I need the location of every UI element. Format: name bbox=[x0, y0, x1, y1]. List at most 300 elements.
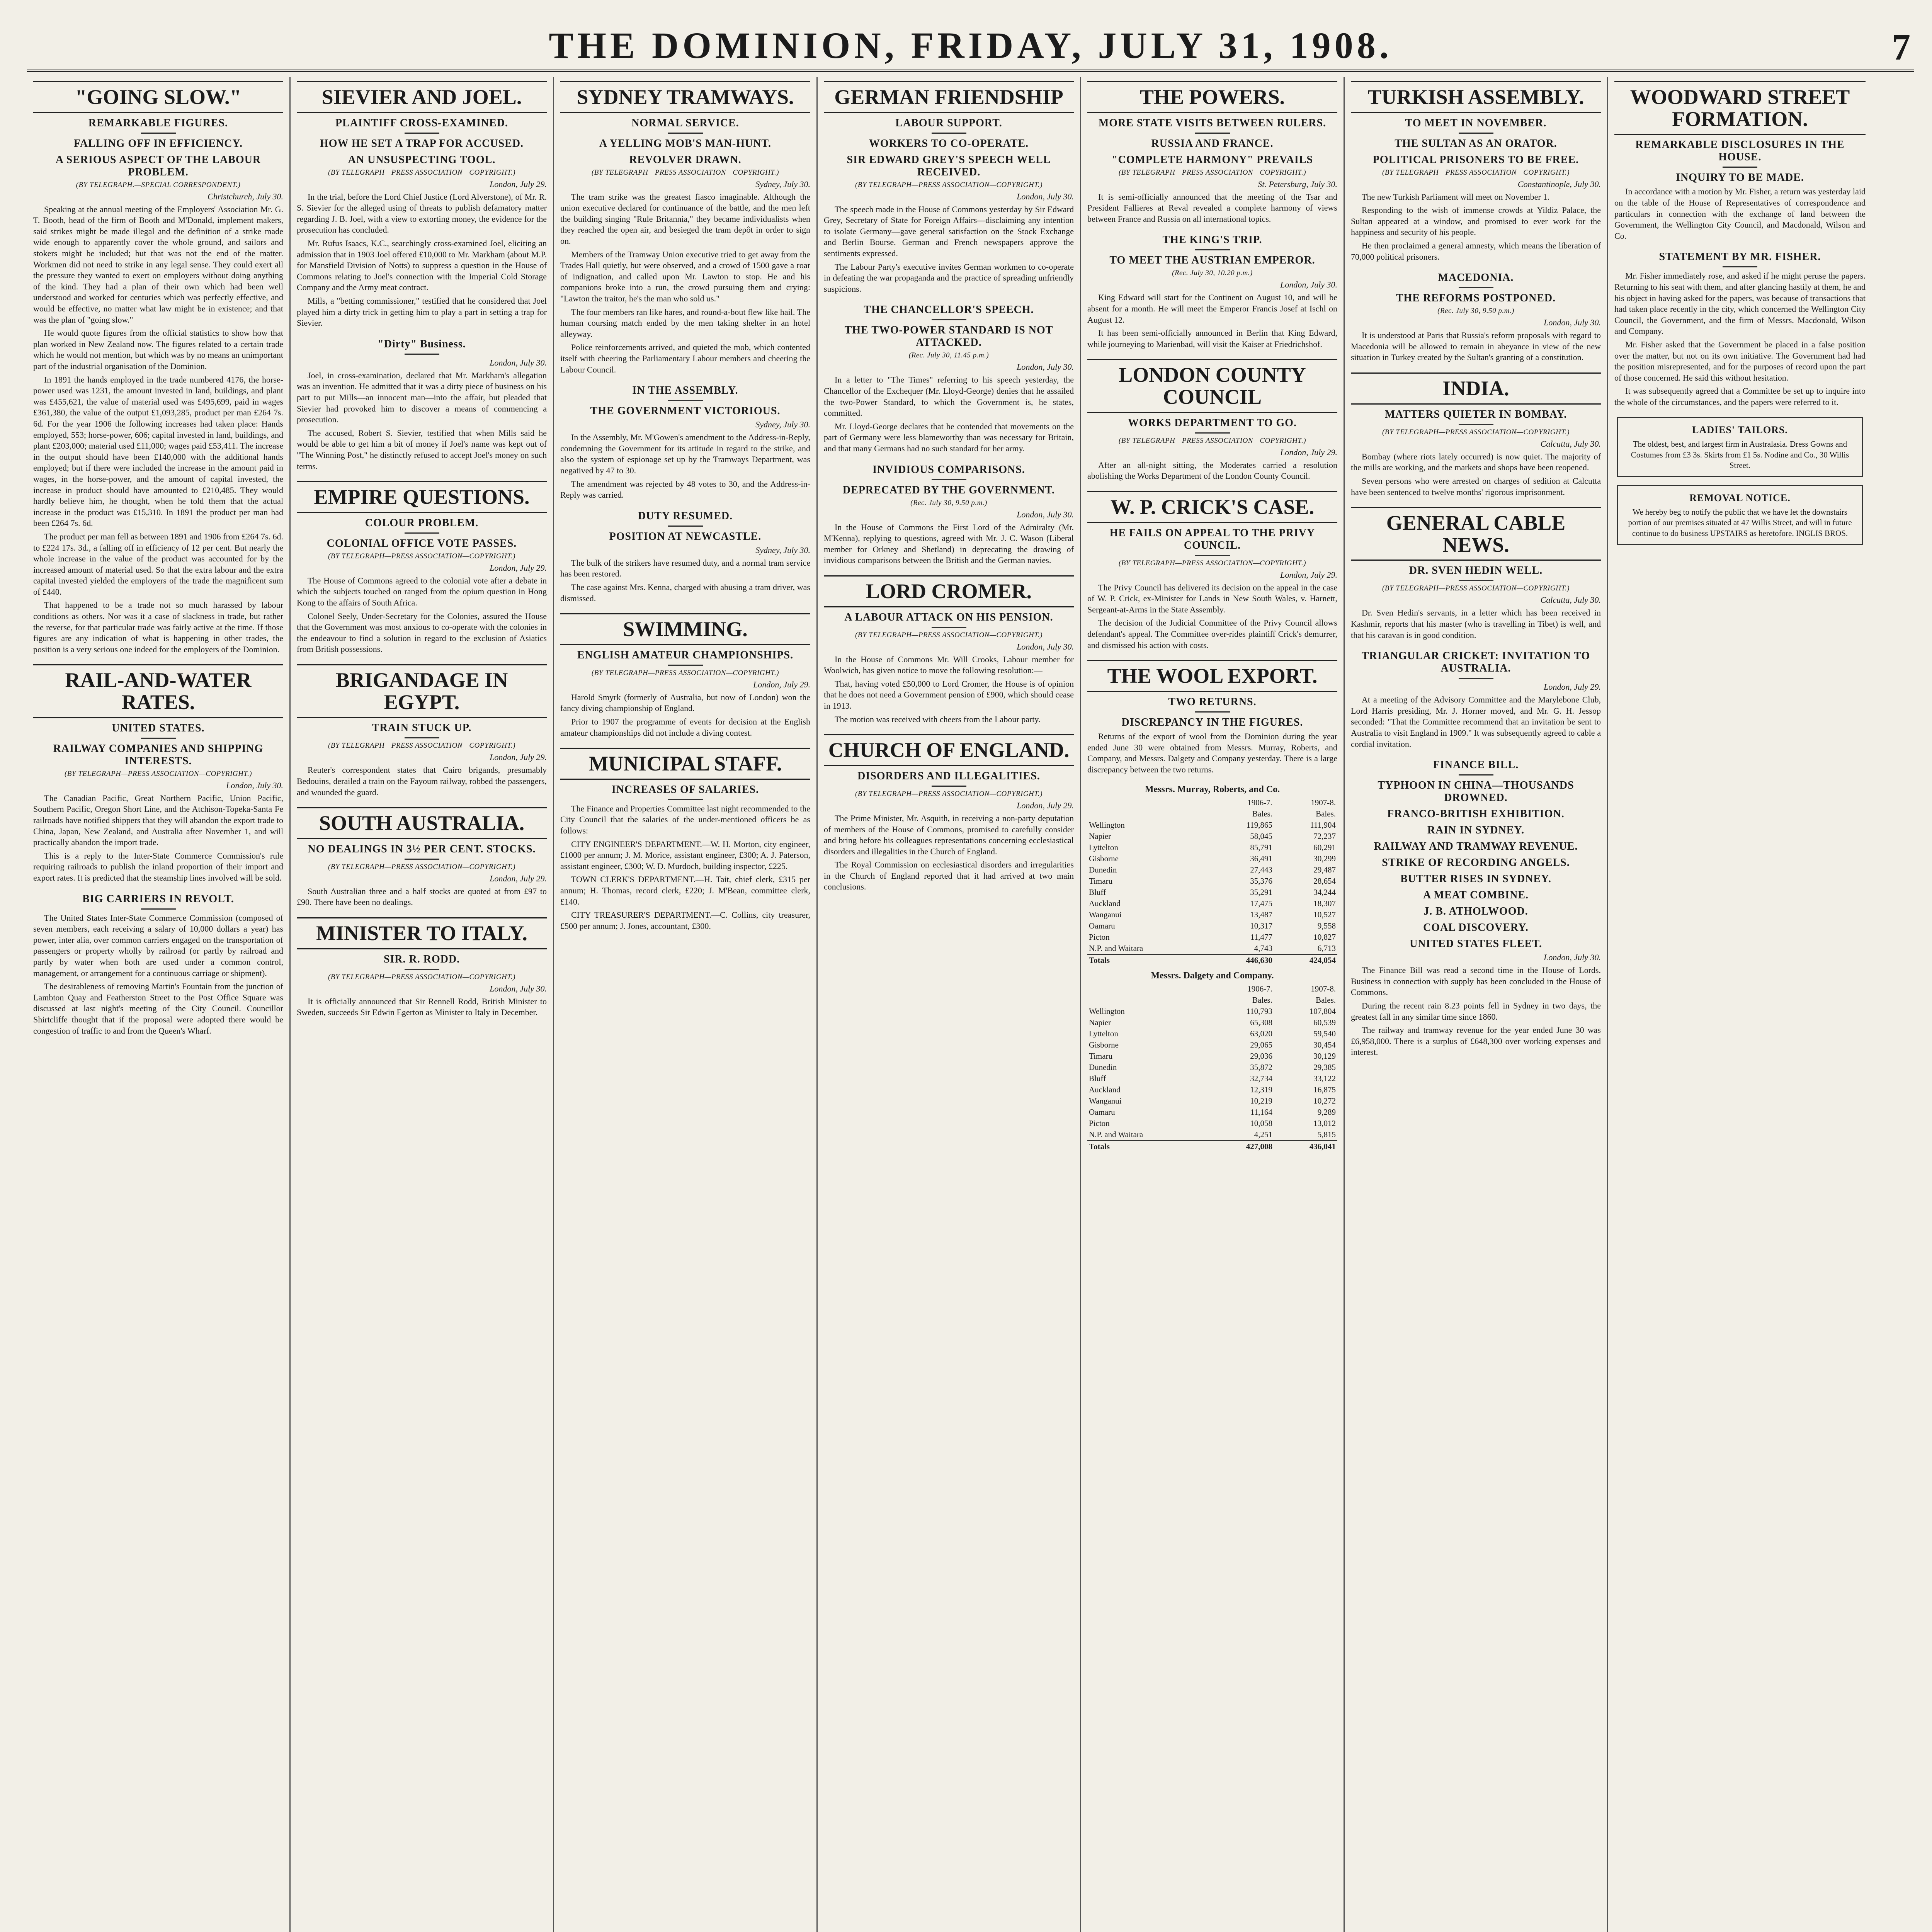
article bbox=[1351, 759, 1601, 1058]
article bbox=[560, 510, 810, 604]
article bbox=[824, 464, 1074, 566]
column-1 bbox=[27, 77, 291, 1932]
table-row bbox=[1087, 1028, 1337, 1039]
columns bbox=[27, 77, 1914, 1932]
article bbox=[560, 613, 810, 738]
table-cell: Bales. bbox=[1316, 809, 1336, 819]
subheadline: A SERIOUS ASPECT OF THE LABOUR PROBLEM. bbox=[55, 153, 261, 178]
table-cell: Lyttelton bbox=[1089, 1029, 1118, 1039]
subheadline: FRANCO-BRITISH EXHIBITION. bbox=[1387, 808, 1565, 820]
advertisement-body: The oldest, best, and largest firm in Australasia. Dress Gowns and Costumes from £3 3s. Skirts from £1 5s. Nodine and Co., 30 Willis Street. bbox=[1631, 439, 1849, 470]
byline: (BY TELEGRAPH—PRESS ASSOCIATION—COPYRIGHT.) bbox=[328, 552, 516, 560]
paragraph: The Privy Council has delivered its decision on the appeal in the case of W. P. Crick, ex-Minister for Lands in New South Wales, v. Harnett, Sergeant-at-Arms in the State Assembly. bbox=[1087, 582, 1337, 614]
subheadline: TO MEET IN NOVEMBER. bbox=[1405, 117, 1547, 129]
subheadline: THE KING'S TRIP. bbox=[1162, 234, 1262, 246]
divider-rule bbox=[1195, 133, 1230, 134]
paragraph: CITY ENGINEER'S DEPARTMENT.—W. H. Morton, city engineer, £1000 per annum; J. M. Morice, assistant engineer, £300; A. J. Paterson, assistant engineer, £300; W. D. Murdoch, building inspector, £225. bbox=[560, 839, 810, 871]
dateline: London, July 30. bbox=[1280, 280, 1337, 290]
divider-rule bbox=[932, 133, 966, 134]
paragraph: In the House of Commons Mr. Will Crooks, Labour member for Woolwich, has given notice to move the following resolution:— bbox=[824, 654, 1074, 675]
table-cell: 5,815 bbox=[1317, 1130, 1336, 1139]
subheadline: NO DEALINGS IN 3½ PER CENT. STOCKS. bbox=[308, 843, 536, 855]
paragraph: At a meeting of the Advisory Committee and the Marylebone Club, Lord Harris presiding, Mr. J. Horner moved, and Mr. G. H. Jessop seconded: "That the Committee recommend that an invitation be sent to Australia to visit England in 1909." It was subsequently agreed to cable a cordial invitation. bbox=[1351, 695, 1601, 749]
article bbox=[1351, 650, 1601, 750]
table-cell: 65,308 bbox=[1250, 1018, 1272, 1027]
table-cell: 72,237 bbox=[1313, 832, 1336, 841]
table-cell: Wellington bbox=[1089, 820, 1125, 830]
headline: LORD CROMER. bbox=[824, 575, 1074, 607]
table-row bbox=[1087, 842, 1337, 853]
article bbox=[33, 893, 283, 1037]
subheadline: RUSSIA AND FRANCE. bbox=[1151, 137, 1274, 150]
paragraph: The speech made in the House of Commons yesterday by Sir Edward Grey, Secretary of State for Foreign Affairs—disclaiming any intention to isolate Germany—gave general satisfaction on the Stock Exchange and Berlin Bourse. German and French newspapers approve the sentiments expressed. bbox=[824, 204, 1074, 259]
subheadline: HE FAILS ON APPEAL TO THE PRIVY COUNCIL. bbox=[1109, 527, 1315, 551]
subheadline: TYPHOON IN CHINA—THOUSANDS DROWNED. bbox=[1378, 779, 1574, 804]
paragraph: The Finance Bill was read a second time in the House of Lords. Business in connection with supply has been concluded in the House of Commons. bbox=[1351, 965, 1601, 997]
divider-rule bbox=[405, 969, 439, 970]
divider-rule bbox=[405, 532, 439, 534]
article bbox=[824, 575, 1074, 725]
paragraph: During the recent rain 8.23 points fell in Sydney in two days, the greatest fall in any similar time since 1860. bbox=[1351, 1001, 1601, 1022]
article bbox=[1087, 359, 1337, 482]
divider-rule bbox=[405, 859, 439, 860]
table-cell: Wellington bbox=[1089, 1007, 1125, 1016]
paragraph: Speaking at the annual meeting of the Employers' Association Mr. G. T. Booth, head of the firm of Booth and M'Donald, implement makers, said strikes might be made illegal and the definition of a strike made wide enough to apparently cover the whole ground, and sailors and stokers might be included; but that was not the end of the matter. Workmen did not need to strike in any legal sense. They could exert all the pressure they wanted to exert on employers without doing anything of the kind. They had a plan of their own which had been well understood and worked for centuries which was perfectly effective, and would be effective, no matter what law might be in existence; and that was the plan of "going slow." bbox=[33, 204, 283, 325]
table-cell: 9,558 bbox=[1317, 921, 1336, 931]
table-cell: 35,872 bbox=[1250, 1063, 1272, 1072]
article bbox=[297, 807, 547, 908]
table-cell: Bales. bbox=[1316, 995, 1336, 1005]
article bbox=[1087, 81, 1337, 224]
paragraph: This is a reply to the Inter-State Commerce Commission's rule requiring railroads to publish the inland proportion of their import and export rates. It is predicted that the steamship lines involved will be sold. bbox=[33, 850, 283, 883]
article bbox=[824, 81, 1074, 294]
paragraph: Bombay (where riots lately occurred) is now quiet. The majority of the mills are working, and the markets and shops have been reopened. bbox=[1351, 451, 1601, 473]
table-row bbox=[1087, 943, 1337, 954]
byline: (BY TELEGRAPH—PRESS ASSOCIATION—COPYRIGHT.) bbox=[1382, 428, 1570, 436]
byline: (Rec. July 30, 10.20 p.m.) bbox=[1172, 269, 1253, 277]
table-cell: Bales. bbox=[1252, 809, 1272, 819]
divider-rule bbox=[141, 738, 176, 739]
table-cell: 10,527 bbox=[1313, 910, 1336, 920]
table-cell: 29,065 bbox=[1250, 1040, 1272, 1050]
divider-rule bbox=[668, 133, 703, 134]
divider-rule bbox=[405, 737, 439, 738]
table-cell: 6,713 bbox=[1317, 944, 1336, 953]
table-cell: Picton bbox=[1089, 932, 1110, 942]
divider-rule bbox=[932, 627, 966, 628]
subheadline: INQUIRY TO BE MADE. bbox=[1676, 172, 1804, 184]
dateline: London, July 29. bbox=[1280, 570, 1337, 580]
byline: (BY TELEGRAPH—PRESS ASSOCIATION—COPYRIGHT.) bbox=[1382, 584, 1570, 593]
paragraph: Dr. Sven Hedin's servants, in a letter which has been received in Kashmir, reports that his master (who is travelling in Tibet) is well, and that his caravan is in good condition. bbox=[1351, 608, 1601, 640]
table-header-cell: 1906-7. bbox=[1247, 798, 1272, 808]
table-header-cell bbox=[1087, 983, 1211, 995]
subheadline: COLONIAL OFFICE VOTE PASSES. bbox=[327, 537, 517, 549]
paragraph: King Edward will start for the Continent on August 10, and will be absent for a month. He will meet the Emperor Francis Josef at Ischl on August 12. bbox=[1087, 293, 1337, 325]
headline: WOODWARD STREET FORMATION. bbox=[1614, 81, 1866, 135]
table-total-row bbox=[1087, 1141, 1337, 1152]
article bbox=[560, 384, 810, 501]
divider-rule bbox=[1195, 249, 1230, 250]
advertisement bbox=[1617, 485, 1863, 545]
paragraph: The Finance and Properties Committee last night recommended to the City Council that the salaries of the under-mentioned officers be as follows: bbox=[560, 803, 810, 836]
table-cell bbox=[1087, 995, 1211, 1006]
dateline: London, July 30. bbox=[490, 983, 547, 993]
advertisement-body: We hereby beg to notify the public that we have let the downstairs portion of our premises situated at 47 Willis Street, and will in future continue to do business UPSTAIRS as heretofore. INGLIS BROS. bbox=[1628, 507, 1852, 538]
dateline: London, July 29. bbox=[490, 563, 547, 573]
paragraph: Colonel Seely, Under-Secretary for the Colonies, assured the House that the Government was most anxious to co-operate with the colonies in the endeavour to find a solution in regard to the exclusion of Asiatics from British possessions. bbox=[297, 611, 547, 654]
subheadline: DISCREPANCY IN THE FIGURES. bbox=[1121, 716, 1303, 728]
wool-table bbox=[1087, 983, 1337, 1152]
subheadline: A YELLING MOB'S MAN-HUNT. bbox=[599, 137, 772, 150]
headline: THE WOOL EXPORT. bbox=[1087, 660, 1337, 692]
column-2 bbox=[291, 77, 554, 1932]
table-cell: Timaru bbox=[1089, 1051, 1113, 1061]
divider-rule bbox=[668, 526, 703, 527]
subheadline: BIG CARRIERS IN REVOLT. bbox=[82, 893, 234, 905]
paragraph: It is officially announced that Sir Rennell Rodd, British Minister to Sweden, succeeds Sir Edwin Egerton as Minister to Italy in December. bbox=[297, 996, 547, 1017]
dateline: London, July 29. bbox=[1017, 800, 1074, 810]
subheadline: "COMPLETE HARMONY" PREVAILS bbox=[1111, 153, 1313, 166]
subheadline: TRAIN STUCK UP. bbox=[372, 722, 472, 734]
dateline: London, July 30. bbox=[1017, 362, 1074, 372]
subheadline: A MEAT COMBINE. bbox=[1423, 889, 1529, 901]
headline: EMPIRE QUESTIONS. bbox=[297, 481, 547, 513]
article bbox=[1351, 81, 1601, 262]
article bbox=[297, 664, 547, 798]
paragraph: The Royal Commission on ecclesiastical disorders and irregularities in the Church of England reported that it had arrived at two main conclusions. bbox=[824, 860, 1074, 892]
dateline: London, July 30. bbox=[1017, 191, 1074, 201]
byline: (BY TELEGRAPH—PRESS ASSOCIATION—COPYRIGHT.) bbox=[855, 180, 1043, 189]
dateline: Calcutta, July 30. bbox=[1540, 595, 1601, 605]
table-cell: 13,012 bbox=[1313, 1119, 1336, 1128]
table-cell: 29,487 bbox=[1313, 865, 1336, 875]
byline: (BY TELEGRAPH—PRESS ASSOCIATION—COPYRIGHT.) bbox=[328, 742, 516, 750]
divider-rule bbox=[1723, 167, 1757, 168]
byline: (BY TELEGRAPH—PRESS ASSOCIATION—COPYRIGHT.) bbox=[328, 168, 516, 177]
subheadline: "Dirty" Business. bbox=[378, 338, 466, 350]
table-cell: Totals bbox=[1087, 1141, 1211, 1152]
article bbox=[1087, 234, 1337, 350]
table-row bbox=[1087, 1062, 1337, 1073]
paragraph: The House of Commons agreed to the colonial vote after a debate in which the subjects touched on ranged from the opium question in Hong Kong to the affairs of South Africa. bbox=[297, 575, 547, 608]
divider-rule bbox=[1459, 287, 1493, 288]
subheadline: THE GOVERNMENT VICTORIOUS. bbox=[590, 405, 781, 417]
table-cell: 16,875 bbox=[1313, 1085, 1336, 1095]
divider-rule bbox=[1459, 133, 1493, 134]
paragraph: The accused, Robert S. Sievier, testified that when Mills said he would be able to get him a bit of money if Joel's name was kept out of "The Winning Post," he distinctly refused to accept Joel's money on such terms. bbox=[297, 428, 547, 471]
table-cell: 27,443 bbox=[1250, 865, 1272, 875]
table-cell: 33,122 bbox=[1313, 1074, 1336, 1083]
table-unit-row bbox=[1087, 995, 1337, 1006]
divider-rule bbox=[405, 354, 439, 355]
subheadline: NORMAL SERVICE. bbox=[631, 117, 739, 129]
table-row bbox=[1087, 898, 1337, 909]
article bbox=[560, 748, 810, 932]
table-cell: N.P. and Waitara bbox=[1089, 944, 1143, 953]
wool-table-title: Messrs. Dalgety and Company. bbox=[1151, 971, 1274, 981]
table-cell: Dunedin bbox=[1089, 865, 1117, 875]
paragraph: Mr. Lloyd-George declares that he contended that movements on the part of Germany were less blameworthy than was necessary for Britain, and that many Germans had no such standard for her army. bbox=[824, 421, 1074, 453]
table-row bbox=[1087, 1095, 1337, 1107]
subheadline: WORKERS TO CO-OPERATE. bbox=[869, 137, 1029, 150]
subheadline: DEPRECATED BY THE GOVERNMENT. bbox=[842, 484, 1055, 496]
paragraph: CITY TREASURER'S DEPARTMENT.—C. Collins, city treasurer, £500 per annum; J. Jones, accountant, £300. bbox=[560, 910, 810, 931]
dateline: Calcutta, July 30. bbox=[1540, 439, 1601, 449]
headline: BRIGANDAGE IN EGYPT. bbox=[297, 664, 547, 718]
headline: CHURCH OF ENGLAND. bbox=[824, 734, 1074, 766]
byline: (BY TELEGRAPH—PRESS ASSOCIATION—COPYRIGHT.) bbox=[328, 973, 516, 981]
headline: "GOING SLOW." bbox=[33, 81, 283, 113]
dateline: London, July 29. bbox=[490, 873, 547, 883]
table-cell: 446,630 bbox=[1211, 954, 1274, 966]
table-cell: 18,307 bbox=[1313, 899, 1336, 908]
table-header-cell bbox=[1087, 797, 1211, 808]
table-cell: 107,804 bbox=[1309, 1007, 1336, 1016]
article bbox=[297, 481, 547, 655]
paragraph: The motion was received with cheers from the Labour party. bbox=[835, 714, 1041, 724]
paragraph: That, having voted £50,000 to Lord Cromer, the House is of opinion that he does not need a Government pension of £900, which should cease in 1913. bbox=[824, 679, 1074, 711]
subheadline: RAIN IN SYDNEY. bbox=[1427, 824, 1525, 837]
paragraph: Responding to the wish of immense crowds at Yildiz Palace, the Sultan appeared at a window, and promised to ever work for the happiness and security of his people. bbox=[1351, 205, 1601, 237]
subheadline: MACEDONIA. bbox=[1438, 272, 1514, 284]
table-row bbox=[1087, 853, 1337, 864]
table-cell: 10,219 bbox=[1250, 1096, 1272, 1106]
paragraph: The Canadian Pacific, Great Northern Pacific, Union Pacific, Southern Pacific, Oregon Short Line, and the Atchison-Topeka-Santa Fe railroads have notified shippers that they will abandon the export trade to China, Japan, New Zealand, and Australia after November 1, and will practically abandon the import trade. bbox=[33, 793, 283, 847]
table-cell: 13,487 bbox=[1250, 910, 1272, 920]
headline: SOUTH AUSTRALIA. bbox=[297, 807, 547, 839]
paragraph: It is understood at Paris that Russia's reform proposals with regard to Macedonia will be allowed to remain in abeyance in view of the new situation in Turkey created by the Sultan's granting of a constitution. bbox=[1351, 330, 1601, 362]
table-cell: 35,291 bbox=[1250, 888, 1272, 897]
subheadline: THE SULTAN AS AN ORATOR. bbox=[1395, 137, 1557, 150]
subheadline: COAL DISCOVERY. bbox=[1423, 922, 1529, 934]
dateline: Sydney, July 30. bbox=[755, 179, 810, 189]
paragraph: Joel, in cross-examination, declared that Mr. Markham's allegation was an invention. He admitted that it was a dirty piece of business on his part to put Mills—an innocent man—into the affair, but pleaded that Sievier had provoked him to discover a means of commencing a prosecution. bbox=[297, 370, 547, 425]
headline: LONDON COUNTY COUNCIL bbox=[1087, 359, 1337, 413]
divider-rule bbox=[141, 908, 176, 910]
subheadline: SIR EDWARD GREY'S SPEECH WELL RECEIVED. bbox=[847, 153, 1051, 178]
paragraph: In a letter to "The Times" referring to his speech yesterday, the Chancellor of the Exchequer (Mr. Lloyd-George) denies that he assailed the two-Power Standard, to which the Government is, he states, committed. bbox=[824, 375, 1074, 418]
table-cell: Napier bbox=[1089, 832, 1111, 841]
paragraph: After an all-night sitting, the Moderates carried a resolution abolishing the Works Department of the London County Council. bbox=[1087, 460, 1337, 481]
paragraph: Police reinforcements arrived, and quieted the mob, which contented itself with cheering the Parliamentary Labour members and cheering the Labour Council. bbox=[560, 342, 810, 374]
divider-rule bbox=[141, 133, 176, 134]
table-row bbox=[1087, 1073, 1337, 1084]
table-cell: 11,477 bbox=[1250, 932, 1272, 942]
paragraph: It is semi-officially announced that the meeting of the Tsar and President Fallieres at Reval revealed a complete harmony of views between France and Russia on all international topics. bbox=[1087, 192, 1337, 224]
byline: (BY TELEGRAPH.—SPECIAL CORRESPONDENT.) bbox=[76, 180, 241, 189]
wool-table-title: Messrs. Murray, Roberts, and Co. bbox=[1145, 784, 1280, 795]
paragraph: The desirableness of removing Martin's Fountain from the junction of Lambton Quay and Featherston Street to the Post Office Square was discussed at last night's meeting of the City Council. Councillor Shirtcliffe thought that if the proposal were adopted there would be congestion of traffic to and from the Queen's Wharf. bbox=[33, 981, 283, 1036]
divider-rule bbox=[405, 133, 439, 134]
subheadline: FINANCE BILL. bbox=[1433, 759, 1519, 771]
article bbox=[33, 664, 283, 883]
advertisement-title: REMOVAL NOTICE. bbox=[1689, 492, 1791, 504]
paragraph: Mr. Rufus Isaacs, K.C., searchingly cross-examined Joel, eliciting an admission that in 1903 Joel offered £10,000 to Mr. Markham (about M.P. for Mansfield Division of Notts) to suppress a question in the House of Commons relating to Joel's connection with the Imperial Cold Storage Company and the Army meat contract. bbox=[297, 238, 547, 293]
table-cell: 10,827 bbox=[1313, 932, 1336, 942]
table-row bbox=[1087, 1107, 1337, 1118]
byline: (BY TELEGRAPH—PRESS ASSOCIATION—COPYRIGHT.) bbox=[855, 789, 1043, 798]
paragraph: Prior to 1907 the programme of events for decision at the English amateur championships did not include a diving contest. bbox=[560, 717, 810, 738]
paragraph: South Australian three and a half stocks are quoted at from £97 to £90. There have been no dealings. bbox=[297, 886, 547, 907]
subheadline: INCREASES OF SALARIES. bbox=[611, 783, 759, 796]
article bbox=[824, 734, 1074, 893]
divider-rule bbox=[1723, 266, 1757, 267]
table-header-cell: 1906-7. bbox=[1247, 984, 1272, 994]
headline: TURKISH ASSEMBLY. bbox=[1351, 81, 1601, 113]
headline: W. P. CRICK'S CASE. bbox=[1087, 491, 1337, 523]
paragraph: He would quote figures from the official statistics to show how that plan worked in New Zealand now. The figures related to a certain trade which he would not mention, but which was by no means an unimportant part of the industrial organisation of the Dominion. bbox=[33, 328, 283, 371]
dateline: London, July 30. bbox=[1017, 641, 1074, 651]
paragraph: The bulk of the strikers have resumed duty, and a normal tram service has been restored. bbox=[560, 558, 810, 579]
subheadline: SIR. R. RODD. bbox=[383, 953, 460, 965]
table-cell: 17,475 bbox=[1250, 899, 1272, 908]
article bbox=[824, 304, 1074, 454]
divider-rule bbox=[1195, 711, 1230, 713]
divider-rule bbox=[932, 786, 966, 787]
table-row bbox=[1087, 932, 1337, 943]
paragraph: He then proclaimed a general amnesty, which means the liberation of 70,000 political prisoners. bbox=[1351, 241, 1601, 262]
table-cell: N.P. and Waitara bbox=[1089, 1130, 1143, 1139]
dateline: London, July 30. bbox=[1017, 509, 1074, 519]
paragraph: The product per man fell as between 1891 and 1906 from £264 7s. 6d. to £224 17s. 3d., a falling off in efficiency of 12 per cent. But nearly the whole increase in the value of the product was accounted for by the increased amount of material used. So that the extra labour and the extra capital invested yielded the employers of the trade the magnificent sum of £440. bbox=[33, 531, 283, 597]
headline: SIEVIER AND JOEL. bbox=[297, 81, 547, 113]
byline: (BY TELEGRAPH—PRESS ASSOCIATION—COPYRIGHT.) bbox=[1118, 559, 1306, 567]
subheadline: POSITION AT NEWCASTLE. bbox=[609, 530, 762, 543]
table-cell: 110,793 bbox=[1246, 1007, 1272, 1016]
table-cell: 34,244 bbox=[1313, 888, 1336, 897]
article bbox=[1351, 507, 1601, 641]
table-header-row bbox=[1087, 983, 1337, 995]
table-cell: 30,299 bbox=[1313, 854, 1336, 864]
dateline: Sydney, July 30. bbox=[755, 545, 810, 555]
column-4 bbox=[818, 77, 1081, 1932]
divider-rule bbox=[668, 799, 703, 800]
dateline: London, July 30. bbox=[226, 780, 283, 790]
table-row bbox=[1087, 831, 1337, 842]
subheadline: DR. SVEN HEDIN WELL. bbox=[1409, 565, 1543, 577]
table-cell: 11,164 bbox=[1250, 1107, 1272, 1117]
byline: (Rec. July 30, 9.50 p.m.) bbox=[910, 498, 987, 507]
subheadline: LABOUR SUPPORT. bbox=[895, 117, 1002, 129]
article bbox=[1614, 81, 1866, 242]
dateline: London, July 30. bbox=[1544, 318, 1601, 328]
table-cell: 32,734 bbox=[1250, 1074, 1272, 1083]
masthead bbox=[27, 23, 1914, 72]
subheadline: RAILWAY COMPANIES AND SHIPPING INTERESTS. bbox=[53, 742, 264, 767]
advertisement bbox=[1617, 417, 1863, 477]
byline: (BY TELEGRAPH—PRESS ASSOCIATION—COPYRIGHT.) bbox=[64, 769, 252, 778]
paragraph: The four members ran like hares, and round-a-bout flew like hail. The human coursing match ended by the men taking shelter in an hotel alleyway. bbox=[560, 307, 810, 339]
subheadline: IN THE ASSEMBLY. bbox=[632, 384, 738, 397]
subheadline: DUTY RESUMED. bbox=[638, 510, 733, 522]
subheadline: UNITED STATES. bbox=[112, 722, 205, 734]
paragraph: Mills, a "betting commissioner," testified that he considered that Joel played him a dirty trick in getting him to play a part in setting a trap for Sievier. bbox=[297, 296, 547, 328]
article bbox=[297, 338, 547, 472]
paragraph: Members of the Tramway Union executive tried to get away from the Trades Hall quietly, but were observed, and a crowd of 1500 gave a roar of indignation, and called upon Mr. Lawton to stop. He and his companions broke into a run, the crowd pursuing them and crying: "Lawton the traitor, he's the man who sold us." bbox=[560, 249, 810, 304]
divider-rule bbox=[668, 400, 703, 401]
subheadline: FALLING OFF IN EFFICIENCY. bbox=[73, 137, 243, 150]
divider-rule bbox=[932, 479, 966, 480]
table-row bbox=[1087, 1017, 1337, 1028]
dateline: London, July 30. bbox=[490, 357, 547, 367]
subheadline: AN UNSUSPECTING TOOL. bbox=[348, 153, 496, 166]
headline: MINISTER TO ITALY. bbox=[297, 917, 547, 949]
masthead-title: THE DOMINION, FRIDAY, JULY 31, 1908. bbox=[549, 25, 1393, 66]
subheadline: TO MEET THE AUSTRIAN EMPEROR. bbox=[1109, 254, 1315, 267]
paragraph: The United States Inter-State Commerce Commission (composed of seven members, each receiving a salary of 10,000 dollars a year) has power, inter alia, over common carriers engaged on the transportation of passengers or property wholly by railroad (or partly by railroad and partly by water when both are used under a common control, management, or arrangement for a continuous carriage or shipment). bbox=[33, 913, 283, 978]
article bbox=[1087, 660, 1337, 775]
table-cell: 30,129 bbox=[1313, 1051, 1336, 1061]
table-cell: 36,491 bbox=[1250, 854, 1272, 864]
paragraph: Mr. Fisher asked that the Government be placed in a false position over the matter, but not on its own initiative. The Government had had the position misrepresented, and for the purposes of record upon the part of those concerned. He said this without hesitation. bbox=[1614, 339, 1866, 383]
table-cell: 35,376 bbox=[1250, 876, 1272, 886]
table-cell: 30,454 bbox=[1313, 1040, 1336, 1050]
byline: (BY TELEGRAPH—PRESS ASSOCIATION—COPYRIGHT.) bbox=[855, 631, 1043, 639]
table-row bbox=[1087, 887, 1337, 898]
wool-table bbox=[1087, 797, 1337, 966]
dateline: Christchurch, July 30. bbox=[207, 191, 283, 201]
divider-rule bbox=[668, 665, 703, 666]
paragraph: In the trial, before the Lord Chief Justice (Lord Alverstone), of Mr. R. S. Sievier for the alleged using of threats to publish defamatory matter regarding J. B. Joel, with a view to extorting money, the evidence for the prosecution has concluded. bbox=[297, 192, 547, 235]
byline: (BY TELEGRAPH—PRESS ASSOCIATION—COPYRIGHT.) bbox=[591, 168, 779, 177]
subheadline: THE CHANCELLOR'S SPEECH. bbox=[864, 304, 1034, 316]
headline: RAIL-AND-WATER RATES. bbox=[33, 664, 283, 718]
paragraph: In the Assembly, Mr. M'Gowen's amendment to the Address-in-Reply, condemning the Government for its attitude in regard to the strike, and also the system of espionage set up by the Tramways Department, was negatived by 47 to 30. bbox=[560, 432, 810, 475]
advertisement-title: LADIES' TAILORS. bbox=[1692, 424, 1788, 436]
table-cell: Gisborne bbox=[1089, 1040, 1119, 1050]
byline: (BY TELEGRAPH—PRESS ASSOCIATION—COPYRIGHT.) bbox=[1118, 436, 1306, 445]
headline: GENERAL CABLE NEWS. bbox=[1351, 507, 1601, 561]
table-row bbox=[1087, 876, 1337, 887]
subheadline: PLAINTIFF CROSS-EXAMINED. bbox=[335, 117, 509, 129]
table-cell: Auckland bbox=[1089, 1085, 1121, 1095]
subheadline: THE TWO-POWER STANDARD IS NOT ATTACKED. bbox=[844, 324, 1053, 349]
table-row bbox=[1087, 864, 1337, 876]
dateline: St. Petersburg, July 30. bbox=[1258, 179, 1337, 189]
byline: (BY TELEGRAPH—PRESS ASSOCIATION—COPYRIGHT.) bbox=[1382, 168, 1570, 177]
table-cell: 10,317 bbox=[1250, 921, 1272, 931]
subheadline: ENGLISH AMATEUR CHAMPIONSHIPS. bbox=[577, 649, 794, 661]
dateline: London, July 30. bbox=[1544, 952, 1601, 963]
table-row bbox=[1087, 1006, 1337, 1017]
table-cell: 60,539 bbox=[1313, 1018, 1336, 1027]
subheadline: MATTERS QUIETER IN BOMBAY. bbox=[1384, 408, 1567, 420]
dateline: London, July 29. bbox=[490, 179, 547, 189]
table-cell: 58,045 bbox=[1250, 832, 1272, 841]
subheadline: THE REFORMS POSTPONED. bbox=[1396, 292, 1556, 304]
paragraph: In the House of Commons the First Lord of the Admiralty (Mr. M'Kenna), replying to questions, agreed with Mr. J. C. Wason (Liberal member for Orkney and Shetland) in deprecating the drawing of invidious comparisons between the British and the German navies. bbox=[824, 522, 1074, 565]
article bbox=[1351, 372, 1601, 498]
subheadline: STATEMENT BY MR. FISHER. bbox=[1659, 251, 1821, 263]
divider-rule bbox=[1195, 555, 1230, 556]
subheadline: TWO RETURNS. bbox=[1168, 696, 1257, 708]
table-cell: 63,020 bbox=[1250, 1029, 1272, 1039]
paragraph: The case against Mrs. Kenna, charged with abusing a tram driver, was dismissed. bbox=[560, 582, 810, 603]
divider-rule bbox=[1459, 678, 1493, 679]
byline: (BY TELEGRAPH—PRESS ASSOCIATION—COPYRIGHT.) bbox=[328, 862, 516, 871]
table-header-row bbox=[1087, 797, 1337, 808]
table-cell: 9,289 bbox=[1317, 1107, 1336, 1117]
subheadline: J. B. ATHOLWOOD. bbox=[1423, 905, 1528, 918]
table-cell: Wanganui bbox=[1089, 1096, 1122, 1106]
table-row bbox=[1087, 1039, 1337, 1051]
divider-rule bbox=[1195, 432, 1230, 434]
table-header-cell: 1907-8. bbox=[1311, 984, 1336, 994]
headline: THE POWERS. bbox=[1087, 81, 1337, 113]
table-cell: Totals bbox=[1087, 954, 1211, 966]
dateline: London, July 29. bbox=[1280, 447, 1337, 457]
